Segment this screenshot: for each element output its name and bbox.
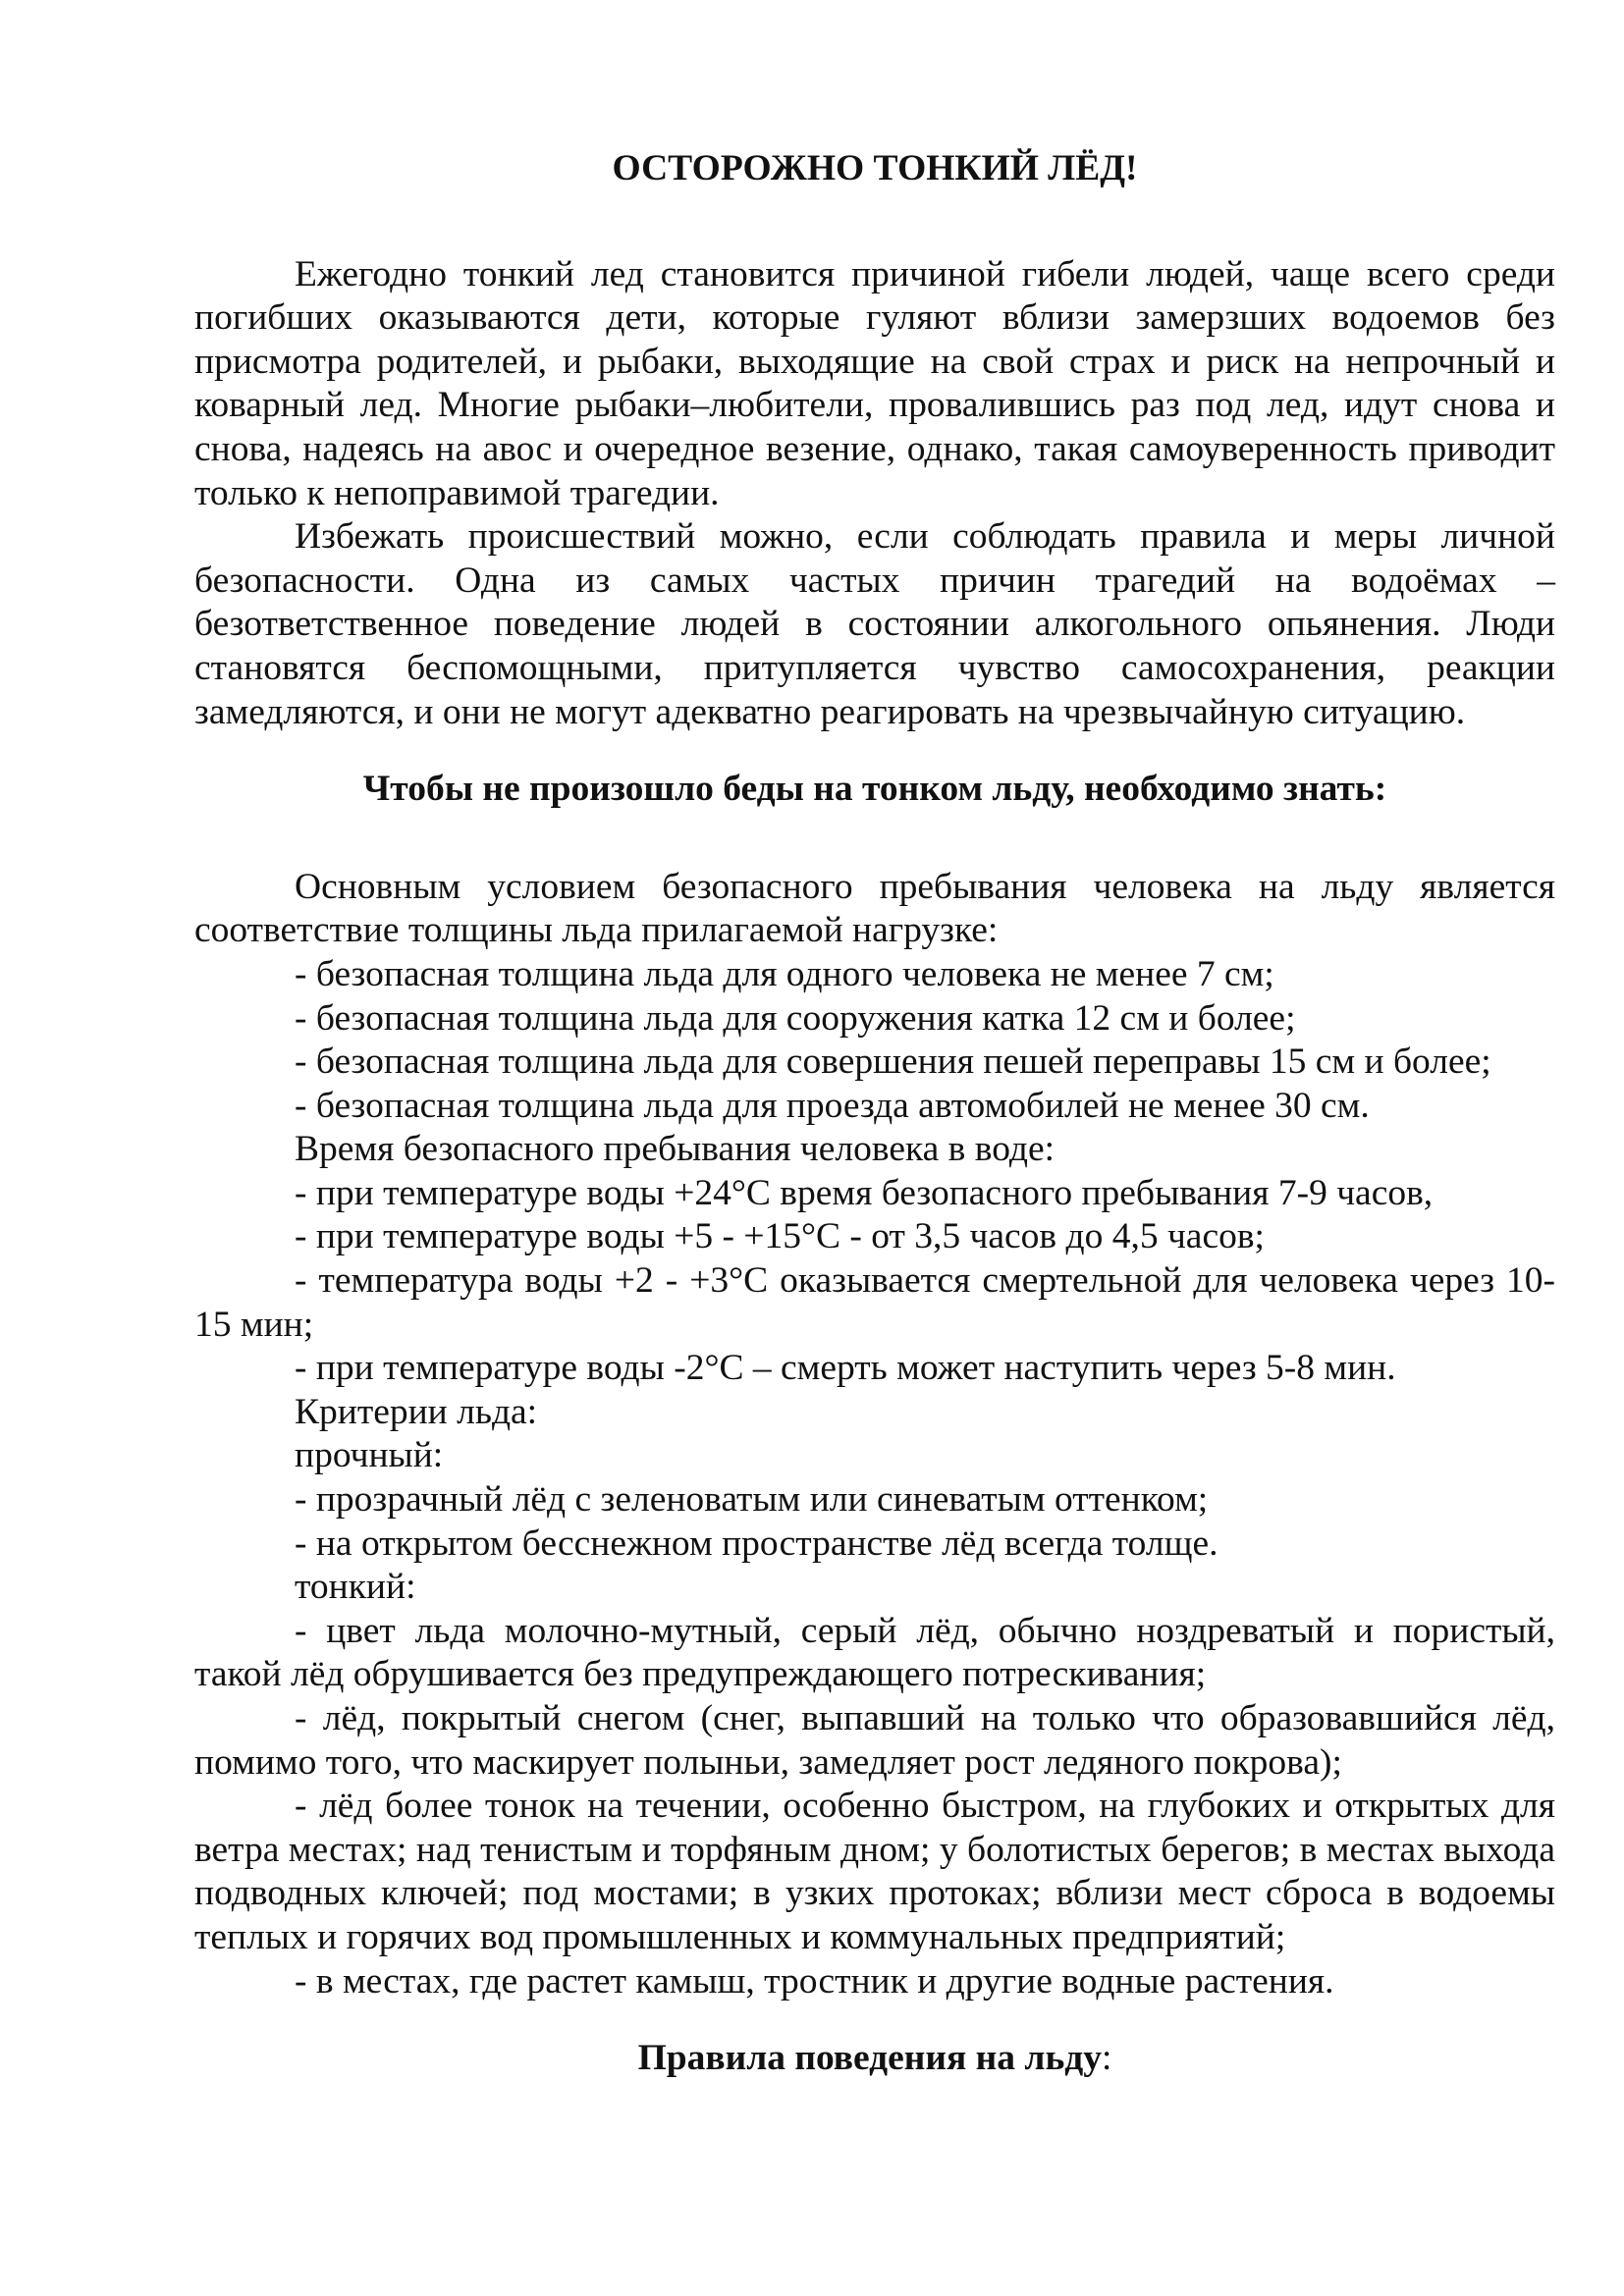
time-in-water-heading: Время безопасного пребывания человека в воде: xyxy=(295,1129,1056,1170)
section-heading-need-to-know: Чтобы не произошло беды на тонком льду, необходимо знать: xyxy=(362,769,1387,810)
thin-ice-item-1: - цвет льда молочно-мутный, серый лёд, обычно ноздреватый и пористый, такой лёд обрушивается без предупреждающего потрескивания; xyxy=(194,1610,1555,1695)
ice-criteria-heading: Критерии льда: xyxy=(295,1391,538,1432)
thin-ice-item-3: - лёд более тонок на течении, особенно быстром, на глубоких и открытых для ветра местах; над тенистым и торфяным дном; у болотистых берегов; в местах выхода подводных ключей; под мостами; в узких протоках; вблизи мест сброса в водоемы теплых и горячих вод промышленных и коммунальных предприятий; xyxy=(194,1786,1555,1957)
intro-paragraph-2: Избежать происшествий можно, если соблюдать правила и меры личной безопасности. Одна из самых частых причин трагедий на водоёмах – безответственное поведение людей в состоянии алкогольного опьянения. Люди становятся беспомощными, притупляется чувство самосохранения, реакции замедляются, и они не могут адекватно реагировать на чрезвычайную ситуацию. xyxy=(194,516,1555,732)
thin-ice-item-2: - лёд, покрытый снегом (снег, выпавший на только что образовавшийся лёд, помимо того, что маскирует полыньи, замедляет рост ледяного покрова); xyxy=(194,1698,1555,1783)
thickness-item-person: - безопасная толщина льда для одного человека не менее 7 см; xyxy=(295,953,1274,994)
thin-ice-item-4: - в местах, где растет камыш, тростник и другие водные растения. xyxy=(295,1960,1334,2002)
time-item-minus-2: - при температуре воды -2°С – смерть может наступить через 5-8 мин. xyxy=(295,1348,1396,1389)
intro-paragraph-1: Ежегодно тонкий лед становится причиной гибели людей, чаще всего среди погибших оказываются дети, которые гуляют вблизи замерзших водоемов без присмотра родителей, и рыбаки, выходящие на свой страх и риск на непрочный и коварный лед. Многие рыбаки–любители, провалившись раз под лед, идут снова и снова, надеясь на авос и очередное везение, однако, такая самоуверенность приводит только к непоправимой трагедии. xyxy=(194,253,1555,513)
thickness-item-vehicles: - безопасная толщина льда для проезда автомобилей не менее 30 см. xyxy=(295,1085,1370,1126)
time-item-5-15: - при температуре воды +5 - +15°С - от 3,5 часов до 4,5 часов; xyxy=(295,1216,1265,1257)
ice-rules-heading-text: Правила поведения на льду xyxy=(637,2038,1102,2079)
strong-ice-heading: прочный: xyxy=(295,1435,444,1476)
time-item-24: - при температуре воды +24°С время безопасного пребывания 7-9 часов, xyxy=(295,1172,1434,1213)
thickness-item-rink: - безопасная толщина льда для сооружения катка 12 см и более; xyxy=(295,997,1296,1039)
time-item-2-3: - температура воды +2 - +3°С оказывается смертельной для человека через 10-15 мин; xyxy=(194,1260,1555,1345)
document-page xyxy=(194,147,1555,2135)
thin-ice-heading: тонкий: xyxy=(295,1567,416,1608)
main-condition-paragraph: Основным условием безопасного пребывания человека на льду является соответствие толщины льда прилагаемой нагрузке: xyxy=(194,866,1555,951)
thickness-item-crossing: - безопасная толщина льда для совершения пешей переправы 15 см и более; xyxy=(295,1041,1491,1083)
strong-ice-item-2: - на открытом бесснежном пространстве лёд всегда толще. xyxy=(295,1522,1218,1564)
strong-ice-item-1: - прозрачный лёд с зеленоватым или синеватым оттенком; xyxy=(295,1479,1209,1521)
ice-rules-heading-colon: : xyxy=(1102,2038,1112,2079)
section-heading-ice-rules xyxy=(194,2037,1555,2081)
document-title: ОСТОРОЖНО ТОНКИЙ ЛЁД! xyxy=(612,148,1138,188)
